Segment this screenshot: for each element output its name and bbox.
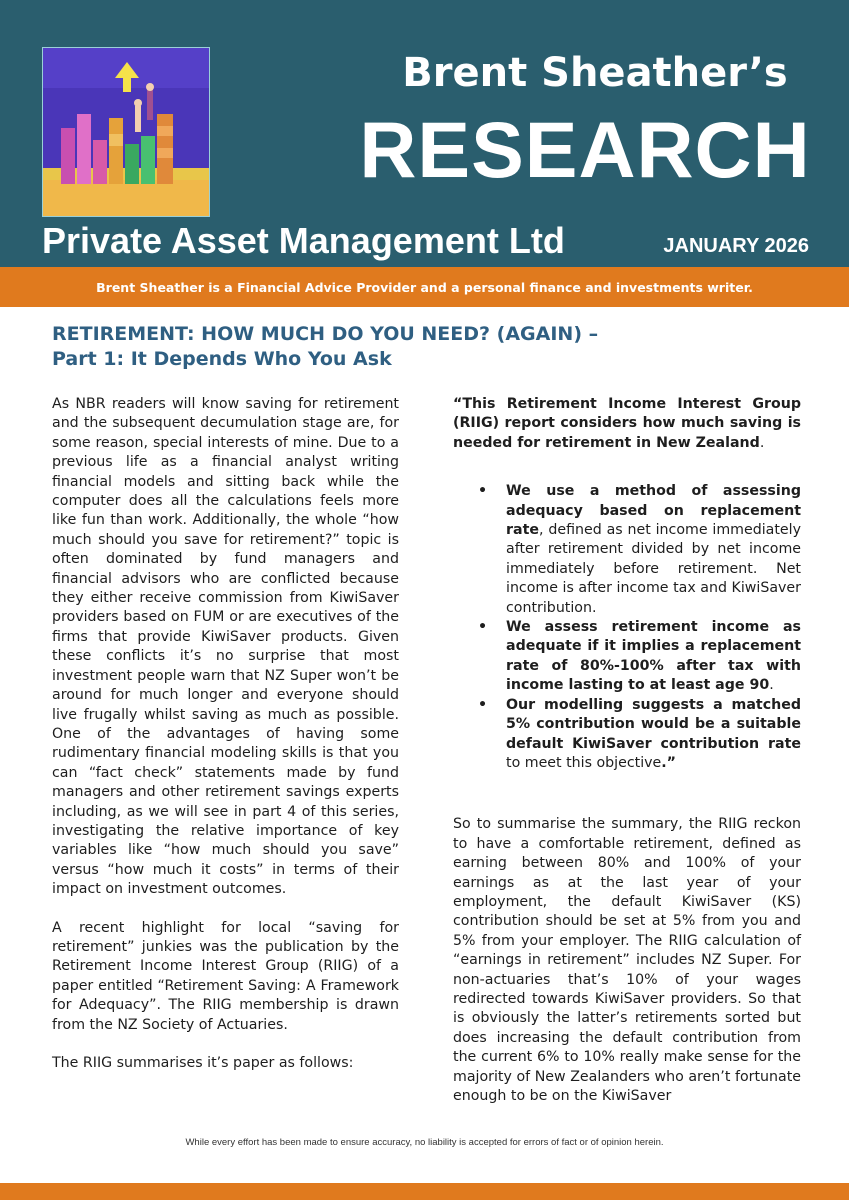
tagline-band xyxy=(0,267,849,307)
left-column xyxy=(52,395,399,1073)
bullet-3-end: .” xyxy=(661,754,677,771)
headline-line-2: Part 1: It Depends Who You Ask xyxy=(52,348,392,370)
disclaimer: While every effort has been made to ensure accuracy, no liability is accepted for errors of fact or of opinion herein. xyxy=(185,1137,664,1148)
bullet-1-text: , defined as net income immediately after retirement divided by net income immediately before retirement. Net income is after income tax and KiwiSaver contribution. xyxy=(506,522,801,616)
left-paragraph-1: As NBR readers will know saving for retirement and the subsequent decumulation stage are, for some reason, special interests of mine. Due to a previous life as a financial analyst writing financial models and sitting back while the computer does all the calculations feels more like fun than work. Additionally, the whole “how much should you save for retirement?” topic is often dominated by fund managers and financial advisors who are conflicted because they either receive commission from KiwiSaver providers based on FUM or are executives of the firms that provide KiwiSaver products. Given these conflicts it’s no surprise that most investment people warn that NZ Super won’t be around for much longer and everyone should live frugally whilst saving as much as possible. One of the advantages of having some rudimentary financial modeling skills is that you can “fact check” statements made by fund managers and other retirement savings experts including, as we will see in part 4 of this series, investigating the relative importance of key variables like “how much should you save” versus “how much it costs” in terms of their impact on investment outcomes. xyxy=(52,396,399,898)
right-paragraph-2: So to summarise the summary, the RIIG reckon to have a comfortable retirement, defined as earning between 80% and 100% of your earnings as at the last year of your employment, the default KiwiSaver (KS) contribution should be set at 5% from you and 5% from your employer. The RIIG calculation of “earnings in retirement” includes NZ Super. For non-actuaries that’s 10% of your wages redirected towards KiwiSaver providers. So that is obviously the latter’s retirements sorted but does increasing the default contribution from the current 6% to 10% really make sense for the majority of New Zealanders who aren’t fortunate enough to be on the KiwiSaver xyxy=(453,816,801,1104)
list-item xyxy=(506,696,801,774)
list-item xyxy=(506,618,801,696)
tagline: Brent Sheather is a Financial Advice Provider and a personal finance and investments writer. xyxy=(96,279,753,295)
rising-blocks-logo-icon xyxy=(42,47,210,217)
footer-bar xyxy=(0,1183,849,1200)
left-paragraph-3: The RIIG summarises it’s paper as follows: xyxy=(52,1055,354,1071)
issue-date: JANUARY 2026 xyxy=(663,235,809,257)
bullet-2-text: . xyxy=(769,677,774,694)
bullet-1-bold: We use a method of assessing adequacy based on replacement rate xyxy=(506,483,801,539)
quote-intro-bold: “This Retirement Income Interest Group (RIIG) report considers how much saving is needed for retirement in New Zealand xyxy=(453,396,801,451)
headline-line-1: RETIREMENT: HOW MUCH DO YOU NEED? (AGAIN) – xyxy=(52,323,599,345)
company-name: Private Asset Management Ltd xyxy=(42,220,565,261)
left-paragraph-2: A recent highlight for local “saving for retirement” junkies was the publication by the Retirement Income Interest Group (RIIG) of a paper entitled “Retirement Saving: A Framework for Adequacy”. The RIIG membership is drawn from the NZ Society of Actuaries. xyxy=(52,919,399,1033)
brand-title: RESEARCH xyxy=(359,105,811,194)
list-item xyxy=(506,482,801,618)
quote-intro-end: . xyxy=(759,434,765,451)
quote-bullet-list xyxy=(453,482,801,773)
quote-intro xyxy=(453,395,801,453)
masthead xyxy=(0,0,849,267)
brand-name: Brent Sheather’s xyxy=(402,50,788,96)
article-headline xyxy=(52,322,812,372)
right-column xyxy=(453,395,801,1106)
bullet-2-bold: We assess retirement income as adequate if it implies a replacement rate of 80%-100% after tax with income lasting to at least age 90 xyxy=(506,619,801,694)
bullet-3-bold: Our modelling suggests a matched 5% contribution would be a suitable default KiwiSaver contribution rate xyxy=(506,696,801,752)
bullet-3-text: to meet this objective xyxy=(506,754,662,771)
